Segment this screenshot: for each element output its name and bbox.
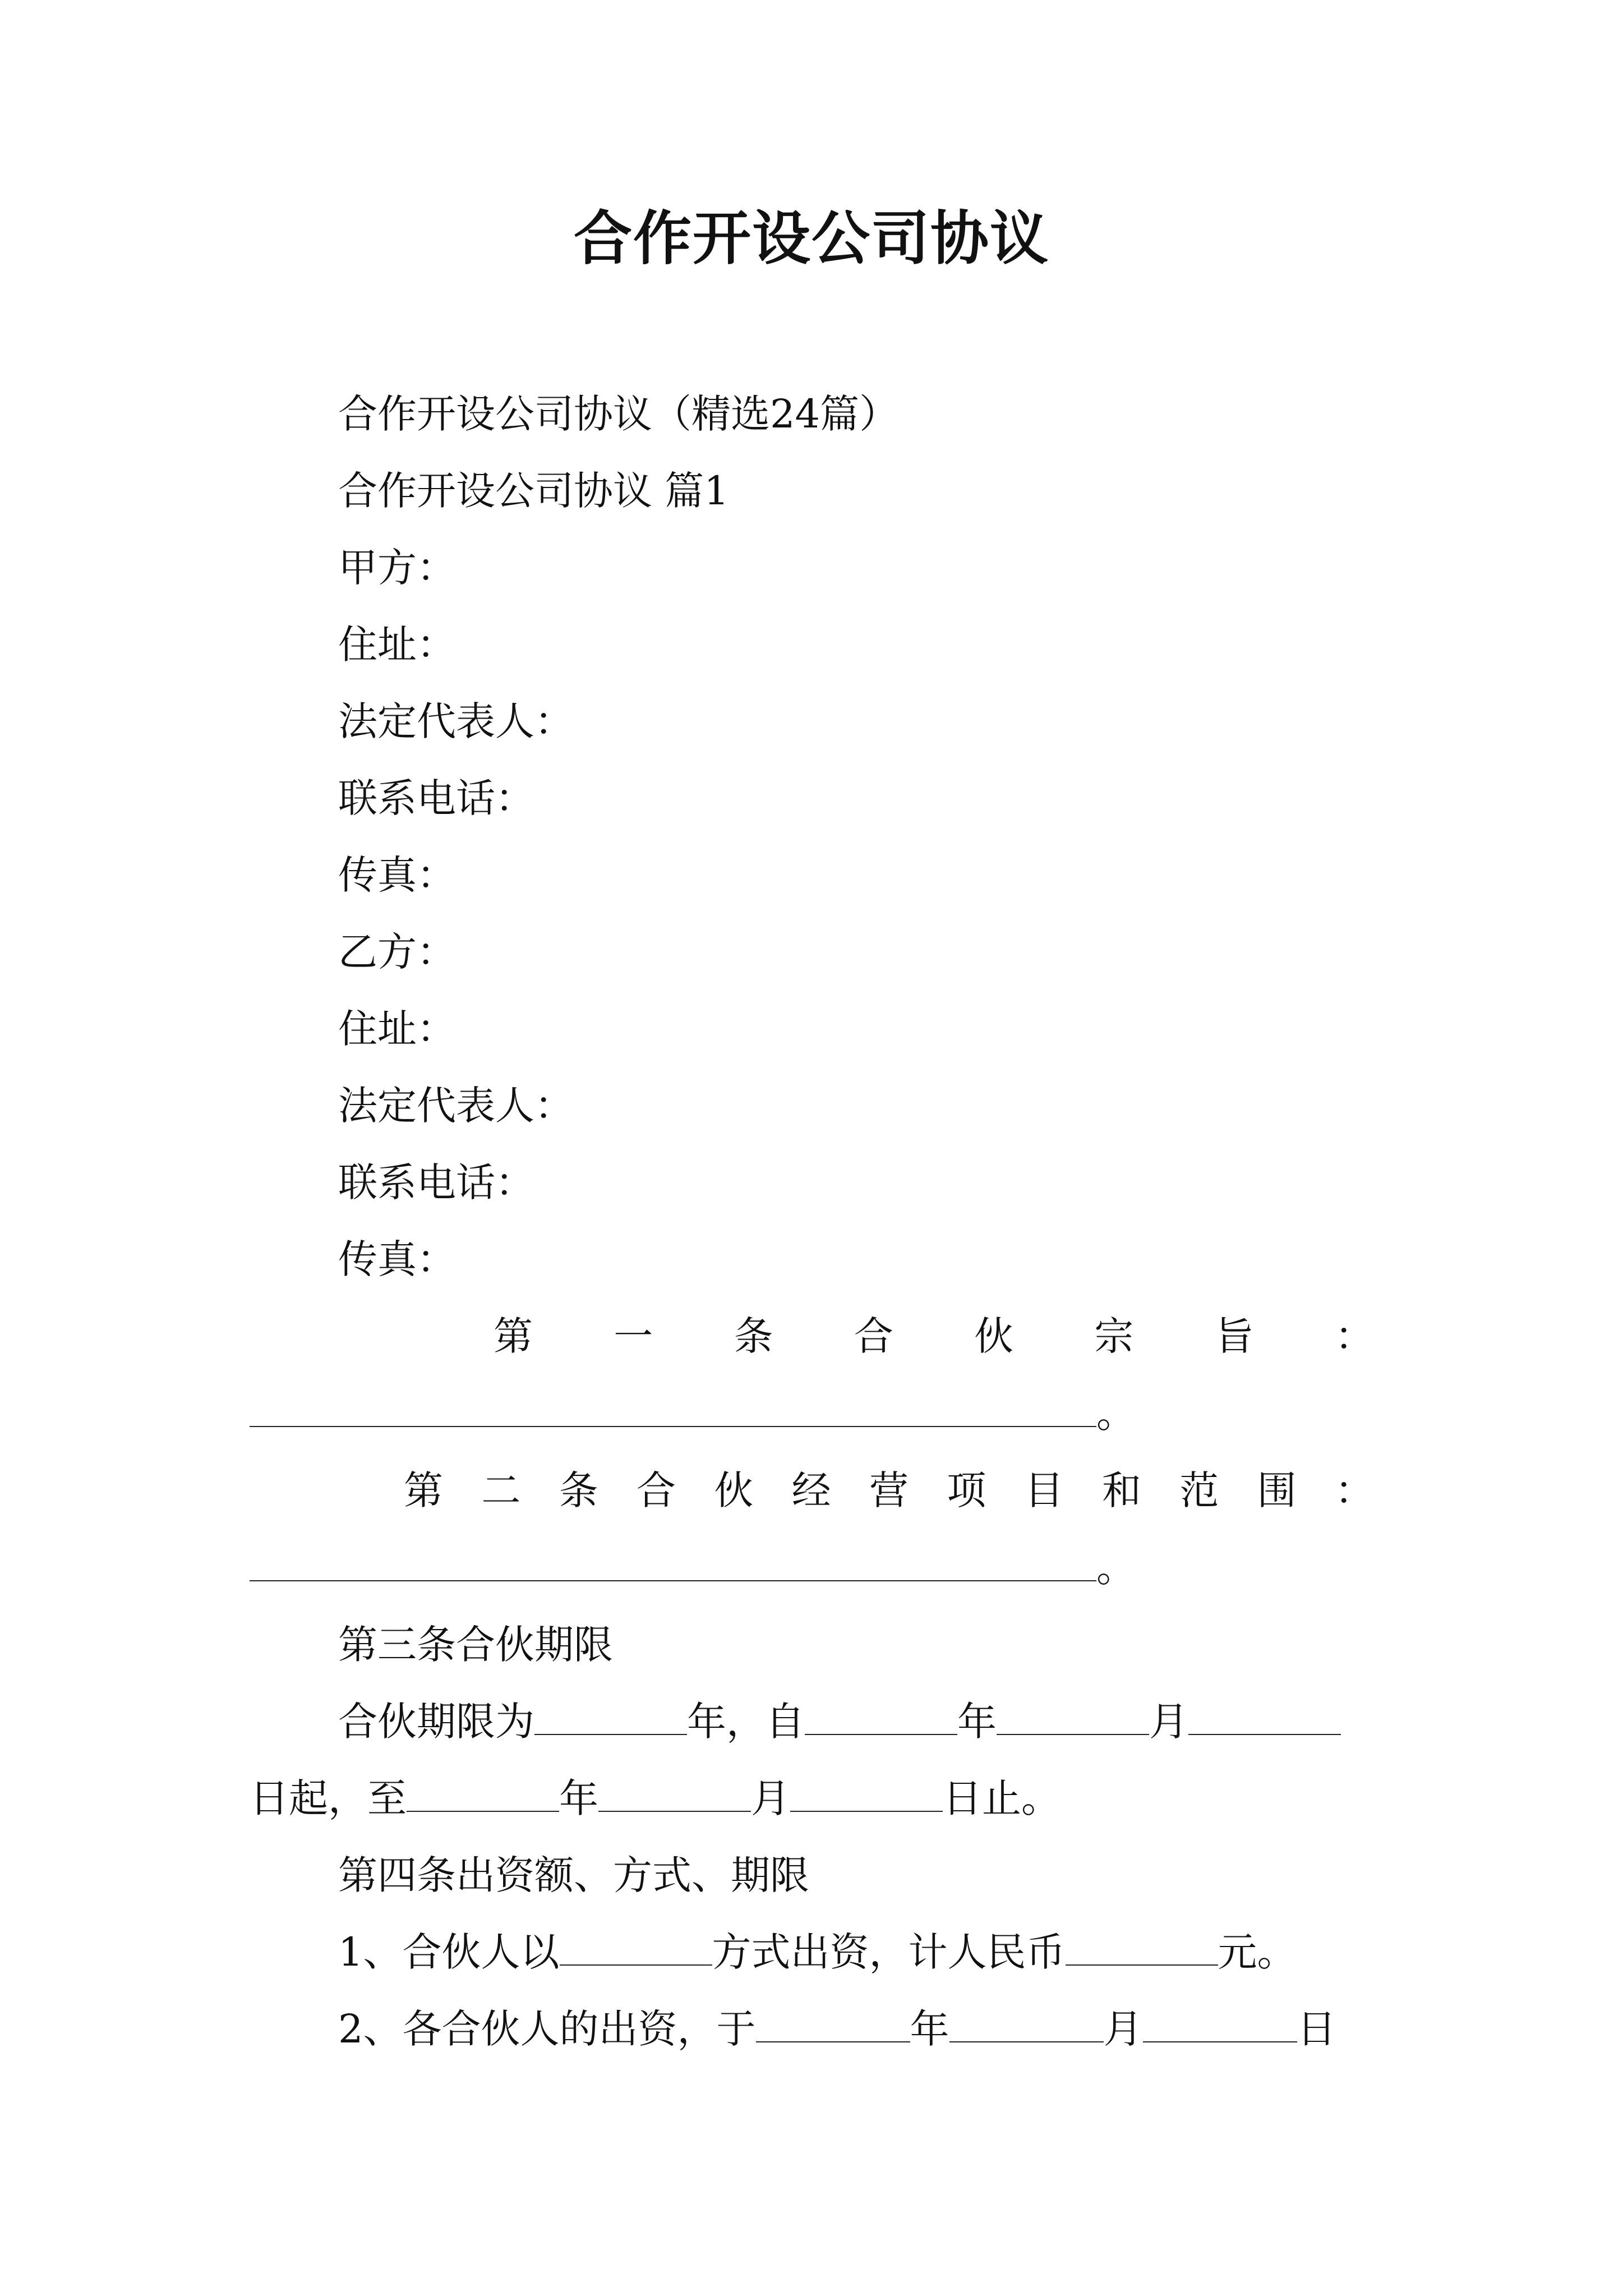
article4-text: 年 bbox=[910, 2006, 949, 2052]
article2-char: 营 bbox=[869, 1467, 909, 1513]
article4-item1 bbox=[338, 1924, 1297, 1980]
article2-char: 二 bbox=[481, 1467, 521, 1513]
article3-blank-start-month bbox=[997, 1698, 1149, 1735]
article3-term-line1 bbox=[338, 1694, 1341, 1750]
party-b-address: 住址： bbox=[338, 1006, 456, 1052]
party-b-label: 乙方： bbox=[338, 929, 456, 975]
article3-text: 日止。 bbox=[943, 1775, 1061, 1821]
article2-char: 经 bbox=[791, 1467, 831, 1513]
party-b-phone: 联系电话： bbox=[338, 1159, 534, 1205]
article3-blank-end-day bbox=[790, 1775, 943, 1812]
article2-char: 第 bbox=[404, 1467, 443, 1513]
article3-blank-start-year bbox=[805, 1698, 957, 1735]
article2-char: 伙 bbox=[714, 1467, 754, 1513]
article2-char: 项 bbox=[947, 1467, 986, 1513]
article1-char: 条 bbox=[734, 1313, 773, 1359]
article1-blank-line bbox=[250, 1386, 1136, 1442]
article3-text: 月 bbox=[751, 1775, 790, 1821]
article2-char: 条 bbox=[559, 1467, 598, 1513]
article1-char: 第 bbox=[494, 1313, 533, 1359]
article4-blank-day bbox=[1143, 2005, 1297, 2042]
party-a-fax: 传真： bbox=[338, 852, 456, 898]
article1-char: 伙 bbox=[974, 1313, 1014, 1359]
article1-blank bbox=[250, 1387, 1096, 1427]
article4-blank-method bbox=[560, 1929, 712, 1966]
article1-char: ： bbox=[1334, 1313, 1374, 1359]
article4-text: 元。 bbox=[1218, 1929, 1297, 1975]
article1-char: 旨 bbox=[1214, 1313, 1254, 1359]
article4-text: 日 bbox=[1297, 2006, 1336, 2052]
article1-char: 一 bbox=[614, 1313, 653, 1359]
article3-blank-end-year bbox=[407, 1775, 559, 1812]
article2-heading bbox=[404, 1462, 1374, 1519]
section-heading: 合作开设公司协议 篇1 bbox=[338, 468, 729, 514]
article4-text: 2、各合伙人的出资，于 bbox=[338, 2006, 756, 2052]
party-b-fax: 传真： bbox=[338, 1236, 456, 1282]
document-title: 合作开设公司协议 bbox=[573, 204, 1049, 273]
article4-blank-amount bbox=[1066, 1929, 1218, 1966]
article3-blank-end-month bbox=[598, 1775, 751, 1812]
article1-char: 合 bbox=[854, 1313, 893, 1359]
article2-char: 和 bbox=[1101, 1467, 1141, 1513]
article1-end: 。 bbox=[1096, 1391, 1136, 1437]
article4-blank-year bbox=[756, 2005, 910, 2042]
article2-char: ： bbox=[1334, 1467, 1374, 1513]
article2-blank bbox=[250, 1541, 1096, 1581]
article1-char: 宗 bbox=[1094, 1313, 1134, 1359]
article3-text: 年 bbox=[559, 1775, 598, 1821]
party-a-phone: 联系电话： bbox=[338, 775, 534, 821]
article2-char: 围 bbox=[1257, 1467, 1297, 1513]
party-a-address: 住址： bbox=[338, 622, 456, 668]
article3-text: 月 bbox=[1149, 1699, 1188, 1745]
party-a-rep: 法定代表人： bbox=[338, 698, 574, 744]
article2-char: 目 bbox=[1024, 1467, 1064, 1513]
article2-end: 。 bbox=[1096, 1545, 1136, 1591]
article3-text: 年，自 bbox=[687, 1699, 805, 1745]
article2-char: 范 bbox=[1179, 1467, 1219, 1513]
article4-text: 月 bbox=[1103, 2006, 1143, 2052]
article4-blank-month bbox=[949, 2005, 1104, 2042]
article3-text: 年 bbox=[957, 1699, 997, 1745]
article2-blank-line bbox=[250, 1540, 1136, 1596]
article3-term-line2 bbox=[250, 1770, 1061, 1826]
article3-text: 日起，至 bbox=[250, 1775, 407, 1821]
party-a-label: 甲方： bbox=[338, 545, 456, 591]
article2-char: 合 bbox=[636, 1467, 676, 1513]
party-b-rep: 法定代表人： bbox=[338, 1083, 574, 1129]
article4-text: 1、合伙人以 bbox=[338, 1929, 560, 1975]
article3-blank-start-day bbox=[1188, 1698, 1341, 1735]
article3-text: 合伙期限为 bbox=[338, 1699, 534, 1745]
article3-heading: 第三条合伙期限 bbox=[338, 1622, 613, 1668]
article1-heading bbox=[494, 1308, 1374, 1364]
article4-item2 bbox=[338, 2001, 1336, 2057]
article3-blank-years bbox=[534, 1698, 687, 1735]
document-subtitle: 合作开设公司协议（精选24篇） bbox=[338, 391, 899, 437]
article4-heading: 第四条出资额、方式、期限 bbox=[338, 1852, 809, 1898]
article4-text: 方式出资，计人民币 bbox=[712, 1929, 1066, 1975]
